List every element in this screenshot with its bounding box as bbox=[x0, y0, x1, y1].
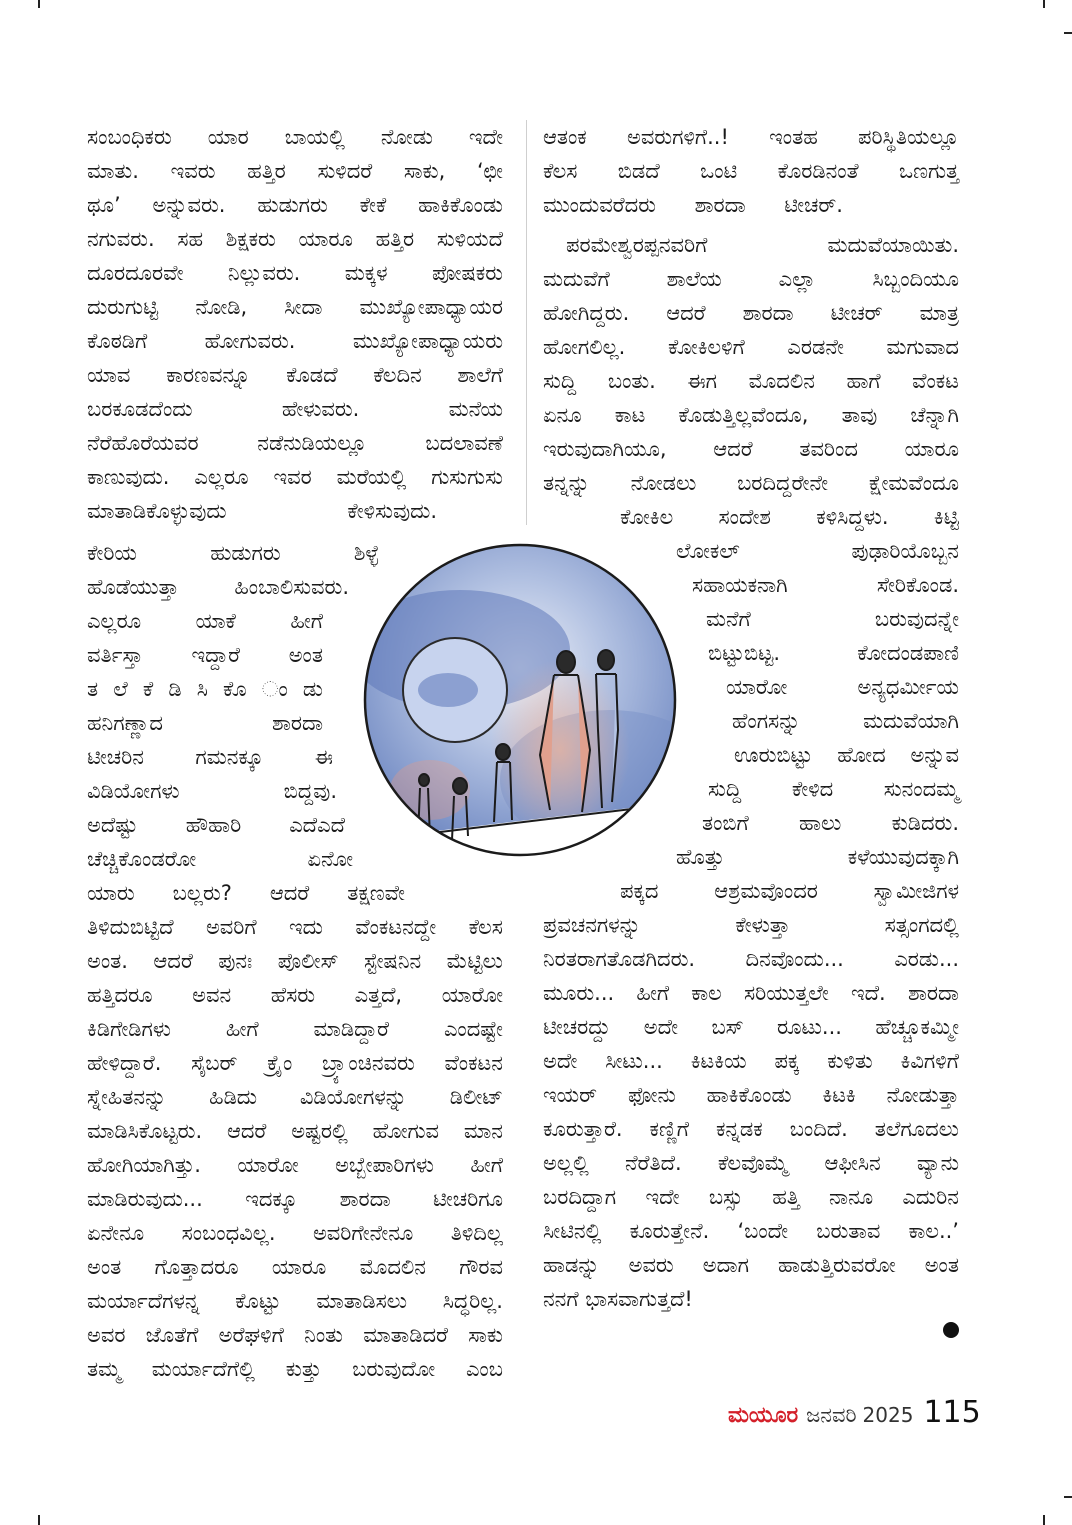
crop-mark-right-top bbox=[1064, 32, 1072, 34]
text-line: ಸ್ನೇಹಿತನನ್ನು ಹಿಡಿದು ವಿಡಿಯೋಗಳನ್ನು ಡಿಲೀಟ್ bbox=[87, 1085, 503, 1109]
text-line: ಹೇಳಿದ್ದಾರೆ. ಸೈಬರ್ ಕ್ರೈಂ ಬ್ರ್ಯಾಂಚಿನವರು ವೆಂಕಟನ bbox=[87, 1051, 503, 1075]
text-line: ದೂರದೂರವೇ ನಿಲ್ಲುವರು. ಮಕ್ಕಳ ಪೋಷಕರು bbox=[87, 261, 503, 285]
text-line: ವರ್ತಿಸ್ತಾ ಇದ್ದಾರೆ ಅಂತ bbox=[87, 643, 323, 667]
text-line: ತಂಬಿಗೆ ಹಾಲು ಕುಡಿದರು. bbox=[702, 811, 959, 835]
text-line: ಏನೇನೂ ಸಂಬಂಧವಿಲ್ಲ. ಅವರಿಗೇನೇನೂ ತಿಳಿದಿಲ್ಲ bbox=[87, 1221, 503, 1245]
text-line: ಕಿಡಿಗೇಡಿಗಳು ಹೀಗೆ ಮಾಡಿದ್ದಾರೆ ಎಂದಷ್ಟೇ bbox=[87, 1017, 503, 1041]
text-line: ಇರುವುದಾಗಿಯೂ, ಆದರೆ ತವರಿಂದ ಯಾರೂ bbox=[543, 437, 959, 461]
text-line: ನನಗೆ ಭಾಸವಾಗುತ್ತದೆ! bbox=[543, 1287, 693, 1311]
text-line: ಮುಂದುವರೆದರು ಶಾರದಾ ಟೀಚರ್. bbox=[543, 193, 843, 217]
text-line: ಹಾಡನ್ನು ಅವರು ಅದಾಗ ಹಾಡುತ್ತಿರುವರೋ ಅಂತ bbox=[543, 1253, 959, 1277]
text-line: ಮಾತಾಡಿಕೊಳ್ಳುವುದು ಕೇಳಿಸುವುದು. bbox=[87, 499, 437, 523]
text-line: ಹೋಗಿದ್ದರು. ಆದರೆ ಶಾರದಾ ಟೀಚರ್ ಮಾತ್ರ bbox=[543, 301, 959, 325]
text-line: ಹತ್ತಿದರೂ ಅವನ ಹೆಸರು ಎತ್ತದೆ, ಯಾರೋ bbox=[87, 983, 503, 1007]
text-line: ತಿಳಿದುಬಿಟ್ಟಿದೆ ಅವರಿಗೆ ಇದು ವೆಂಕಟನದ್ದೇ ಕೆಲಸ bbox=[87, 915, 503, 939]
text-line: ಲೋಕಲ್ ಪುಢಾರಿಯೊಬ್ಬನ bbox=[676, 539, 959, 563]
text-line: ಬರಕೂಡದೆಂದು ಹೇಳುವರು. ಮನೆಯ bbox=[87, 397, 503, 421]
text-line: ವಿಡಿಯೋಗಳು ಬಿದ್ದವು. bbox=[87, 779, 337, 803]
text-line: ಸುದ್ದಿ ಬಂತು. ಈಗ ಮೊದಲಿನ ಹಾಗೆ ವೆಂಕಟ bbox=[543, 369, 959, 393]
text-line: ಟೀಚರದ್ದು ಅದೇ ಬಸ್ ರೂಟು... ಹೆಚ್ಚೂಕಮ್ಮೀ bbox=[543, 1015, 959, 1039]
text-line: ಮೂರು... ಹೀಗೆ ಕಾಲ ಸರಿಯುತ್ತಲೇ ಇದೆ. ಶಾರದಾ bbox=[543, 981, 959, 1005]
text-line: ಬರದಿದ್ದಾಗ ಇದೇ ಬಸ್ಸು ಹತ್ತಿ ನಾನೂ ಎದುರಿನ bbox=[543, 1185, 959, 1209]
text-line: ಸಂಬಂಧಿಕರು ಯಾರ ಬಾಯಲ್ಲಿ ನೋಡು ಇದೇ bbox=[87, 125, 503, 149]
text-line: ಪಕ್ಕದ ಆಶ್ರಮವೊಂದರ ಸ್ವಾಮೀಜಿಗಳ bbox=[620, 879, 959, 903]
text-line: ಆತಂಕ ಅವರುಗಳಿಗೆ..! ಇಂತಹ ಪರಿಸ್ಥಿತಿಯಲ್ಲೂ bbox=[543, 125, 959, 149]
crop-mark-right-bottom bbox=[1064, 1496, 1072, 1498]
text-line: ಎಲ್ಲರೂ ಯಾಕೆ ಹೀಗೆ bbox=[87, 609, 323, 633]
text-line: ಅದೆಷ್ಟು ಹೌಹಾರಿ ಎದೆಎದೆ bbox=[87, 813, 345, 837]
crop-mark-top-left bbox=[38, 0, 40, 8]
text-line: ಮನೆಗೆ ಬರುವುದನ್ನೇ bbox=[706, 607, 959, 631]
text-line: ಊರುಬಿಟ್ಟು ಹೋದ ಅನ್ನುವ bbox=[734, 743, 959, 767]
text-line: ತಮ್ಮ ಮರ್ಯಾದೆಗೆಲ್ಲಿ ಕುತ್ತು ಬರುವುದೋ ಎಂಬ bbox=[87, 1357, 503, 1381]
crop-mark-top-right bbox=[1043, 0, 1045, 8]
text-line: ಹೋಗಲಿಲ್ಲ. ಕೋಕಿಲಳಿಗೆ ಎರಡನೇ ಮಗುವಾದ bbox=[543, 335, 959, 359]
text-line: ಯಾರೋ ಅನ್ಯಧರ್ಮೀಯ bbox=[726, 675, 959, 699]
text-line: ತ ಲೆ ಕೆ ಡಿ ಸಿ ಕೊ ಂ ಡು bbox=[87, 677, 323, 701]
text-line: ಕೊಠಡಿಗೆ ಹೋಗುವರು. ಮುಖ್ಯೋಪಾಧ್ಯಾಯರು bbox=[87, 329, 503, 353]
magazine-brand: ಮಯೂರ bbox=[728, 1403, 799, 1428]
text-line: ದುರುಗುಟ್ಟಿ ನೋಡಿ, ಸೀದಾ ಮುಖ್ಯೋಪಾಧ್ಯಾಯರ bbox=[87, 295, 503, 319]
text-line: ಇಯರ್ ಫೋನು ಹಾಕಿಕೊಂಡು ಕಿಟಕಿ ನೋಡುತ್ತಾ bbox=[543, 1083, 959, 1107]
issue-year: 2025 bbox=[862, 1403, 914, 1427]
text-line: ಹೊತ್ತು ಕಳೆಯುವುದಕ್ಕಾಗಿ bbox=[676, 845, 959, 869]
text-line: ಹನಿಗಣ್ಣಾದ ಶಾರದಾ bbox=[87, 711, 323, 735]
text-line: ಯಾವ ಕಾರಣವನ್ನೂ ಕೊಡದೆ ಕೆಲದಿನ ಶಾಲೆಗೆ bbox=[87, 363, 503, 387]
text-line: ಏನೂ ಕಾಟ ಕೊಡುತ್ತಿಲ್ಲವೆಂದೂ, ತಾವು ಚೆನ್ನಾಗಿ bbox=[543, 403, 959, 427]
text-line: ಕೆಲಸ ಬಿಡದೆ ಒಂಟಿ ಕೊರಡಿನಂತೆ ಒಣಗುತ್ತ bbox=[543, 159, 959, 183]
end-of-article-marker bbox=[943, 1322, 959, 1338]
text-line: ನೆರೆಹೊರೆಯವರ ನಡೆನುಡಿಯಲ್ಲೂ ಬದಲಾವಣೆ bbox=[87, 431, 503, 455]
story-illustration bbox=[360, 540, 680, 860]
text-line: ಕೂರುತ್ತಾರೆ. ಕಣ್ಣಿಗೆ ಕನ್ನಡಕ ಬಂದಿದೆ. ತಲೆಗೂದಲು bbox=[543, 1117, 959, 1141]
text-line: ಅವರ ಜೊತೆಗೆ ಅರೆಘಳಿಗೆ ನಿಂತು ಮಾತಾಡಿದರೆ ಸಾಕು bbox=[87, 1323, 503, 1347]
text-line: ಸಹಾಯಕನಾಗಿ ಸೇರಿಕೊಂಡ. bbox=[692, 573, 959, 597]
text-line: ಹೋಗಿಯಾಗಿತ್ತು. ಯಾರೋ ಅಬ್ಬೇಪಾರಿಗಳು ಹೀಗೆ bbox=[87, 1153, 503, 1177]
text-line: ಯಾರು ಬಲ್ಲರು? ಆದರೆ ತಕ್ಷಣವೇ bbox=[87, 881, 405, 905]
text-line: ನಗುವರು. ಸಹ ಶಿಕ್ಷಕರು ಯಾರೂ ಹತ್ತಿರ ಸುಳಿಯದೆ bbox=[87, 227, 503, 251]
text-line: ನಿರತರಾಗತೊಡಗಿದರು. ದಿನವೊಂದು... ಎರಡು... bbox=[543, 947, 959, 971]
page-footer bbox=[728, 1393, 981, 1433]
text-line: ಕೇರಿಯ ಹುಡುಗರು ಶಿಳ್ಳೆ bbox=[87, 541, 379, 565]
text-line: ಮಾಡಿಸಿಕೊಟ್ಟರು. ಆದರೆ ಅಷ್ಟರಲ್ಲಿ ಹೋಗುವ ಮಾನ bbox=[87, 1119, 503, 1143]
text-line: ಕೋಕಿಲ ಸಂದೇಶ ಕಳಿಸಿದ್ದಳು. ಕಿಟ್ಟಿ bbox=[620, 505, 959, 529]
watercolor-circle-figures-illustration-icon bbox=[360, 540, 680, 860]
text-line: ಕಾಣುವುದು. ಎಲ್ಲರೂ ಇವರ ಮರೆಯಲ್ಲಿ ಗುಸುಗುಸು bbox=[87, 465, 503, 489]
text-line: ಚೆಚ್ಚಿಕೊಂಡರೋ ಏನೋ bbox=[87, 847, 353, 871]
text-line: ಪರಮೇಶ್ವರಪ್ಪನವರಿಗೆ ಮದುವೆಯಾಯಿತು. bbox=[566, 233, 959, 257]
text-line: ಮಾಡಿರುವುದು... ಇದಕ್ಕೂ ಶಾರದಾ ಟೀಚರಿಗೂ bbox=[87, 1187, 503, 1211]
text-line: ಮದುವೆಗೆ ಶಾಲೆಯ ಎಲ್ಲಾ ಸಿಬ್ಬಂದಿಯೂ bbox=[543, 267, 959, 291]
text-line: ಸೀಟಿನಲ್ಲಿ ಕೂರುತ್ತೇನೆ. ‘ಬಂದೇ ಬರುತಾವ ಕಾಲ..’ bbox=[543, 1219, 959, 1243]
text-line: ಬಿಟ್ಟುಬಿಟ್ಟ. ಕೋದಂಡಪಾಣಿ bbox=[708, 641, 959, 665]
text-line: ಅದೇ ಸೀಟು... ಕಿಟಕಿಯ ಪಕ್ಕ ಕುಳಿತು ಕಿವಿಗಳಿಗೆ bbox=[543, 1049, 959, 1073]
text-line: ಅಂತ ಗೊತ್ತಾದರೂ ಯಾರೂ ಮೊದಲಿನ ಗೌರವ bbox=[87, 1255, 503, 1279]
text-line: ಥೂ’ ಅನ್ನುವರು. ಹುಡುಗರು ಕೇಕೆ ಹಾಕಿಕೊಂಡು bbox=[87, 193, 503, 217]
text-line: ಹೊಡೆಯುತ್ತಾ ಹಿಂಬಾಲಿಸುವರು. bbox=[87, 575, 349, 599]
crop-mark-bottom-left bbox=[38, 1515, 40, 1525]
text-line: ಟೀಚರಿನ ಗಮನಕ್ಕೂ ಈ bbox=[87, 745, 333, 769]
issue-month: ಜನವರಿ bbox=[806, 1403, 857, 1427]
crop-mark-bottom-right bbox=[1043, 1515, 1045, 1525]
text-line: ಮಾತು. ಇವರು ಹತ್ತಿರ ಸುಳಿದರೆ ಸಾಕು, ‘ಛೀ bbox=[87, 159, 503, 183]
text-line: ಪ್ರವಚನಗಳನ್ನು ಕೇಳುತ್ತಾ ಸತ್ಸಂಗದಲ್ಲಿ bbox=[543, 913, 959, 937]
text-line: ಅಲ್ಲಲ್ಲಿ ನೆರೆತಿದೆ. ಕೆಲವೊಮ್ಮೆ ಆಫೀಸಿನ ವ್ಯಾನು bbox=[543, 1151, 959, 1175]
text-line: ಹೆಂಗಸನ್ನು ಮದುವೆಯಾಗಿ bbox=[732, 709, 959, 733]
page-number: 115 bbox=[923, 1395, 981, 1430]
text-line: ಮರ್ಯಾದೆಗಳನ್ನ ಕೊಟ್ಟು ಮಾತಾಡಿಸಲು ಸಿದ್ಧರಿಲ್ಲ. bbox=[87, 1289, 503, 1313]
text-line: ತನ್ನನ್ನು ನೋಡಲು ಬರದಿದ್ದರೇನೇ ಕ್ಷೇಮವೆಂದೂ bbox=[543, 471, 959, 495]
text-line: ಅಂತ. ಆದರೆ ಪುನಃ ಪೊಲೀಸ್ ಸ್ಟೇಷನಿನ ಮೆಟ್ಟಿಲು bbox=[87, 949, 503, 973]
text-line: ಸುದ್ದಿ ಕೇಳಿದ ಸುನಂದಮ್ಮ bbox=[708, 777, 959, 801]
